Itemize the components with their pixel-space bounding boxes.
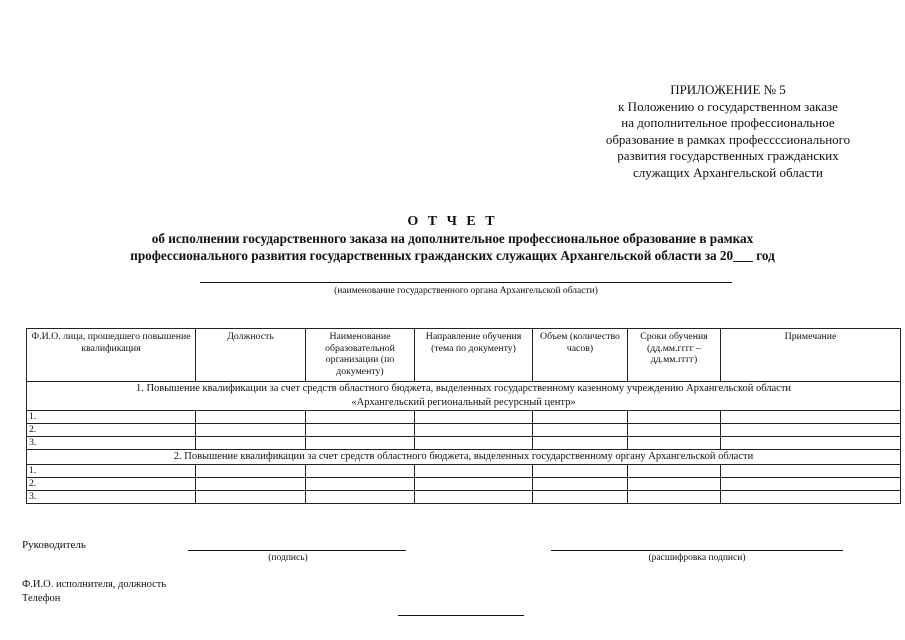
section-heading-line: «Архангельский региональный ресурсный центр» (351, 397, 576, 408)
table-header-row (27, 329, 901, 382)
head-label: Руководитель (22, 539, 86, 551)
executor-label: Ф.И.О. исполнителя, должность (22, 579, 167, 590)
org-name-caption: (наименование государственного органа Архангельской области) (334, 286, 598, 296)
table-cell (533, 424, 628, 437)
table-row (27, 465, 901, 478)
table-cell (628, 411, 721, 424)
appendix-line: на дополнительное профессиональное (621, 115, 835, 130)
decoding-caption: (расшифровка подписи) (648, 553, 746, 563)
report-title: О Т Ч Е Т (407, 214, 498, 229)
table-cell (306, 424, 415, 437)
table-cell (306, 411, 415, 424)
table-cell (415, 491, 533, 504)
table-cell (533, 478, 628, 491)
table-row (27, 424, 901, 437)
table-cell (721, 437, 901, 450)
row-number: 3. (27, 437, 196, 450)
appendix-block (560, 82, 896, 181)
table-cell (628, 491, 721, 504)
table-cell (533, 437, 628, 450)
table-cell (306, 478, 415, 491)
table-cell (533, 491, 628, 504)
column-header-volume: Объем (количество часов) (533, 329, 628, 382)
table-cell (196, 437, 306, 450)
report-subtitle-line: об исполнении государственного заказа на дополнительное профессиональное образование в рамках (151, 231, 754, 246)
section-heading (27, 382, 901, 411)
table-cell (628, 424, 721, 437)
table-row (27, 411, 901, 424)
appendix-line: образование в рамках профессссионального (605, 131, 851, 147)
row-number: 2. (27, 478, 196, 491)
table-row (27, 491, 901, 504)
table-cell (415, 424, 533, 437)
table-cell (415, 411, 533, 424)
row-number: 3. (27, 491, 196, 504)
table-cell (628, 437, 721, 450)
table-cell (306, 465, 415, 478)
row-number: 1. (27, 465, 196, 478)
table-cell (721, 465, 901, 478)
column-header-name: Ф.И.О. лица, прошедшего повышение квалификация (27, 329, 196, 382)
section-row (27, 450, 901, 465)
appendix-line: ПРИЛОЖЕНИЕ № 5 (670, 82, 786, 97)
signature-caption: (подпись) (268, 553, 308, 563)
column-header-terms: Сроки обучения (дд.мм.гггг – дд.мм.гггг) (628, 329, 721, 382)
table-cell (721, 411, 901, 424)
table-cell (306, 437, 415, 450)
phone-label: Телефон (22, 593, 61, 604)
org-name-line (200, 282, 732, 283)
table-row (27, 437, 901, 450)
table-cell (415, 437, 533, 450)
column-header-note: Примечание (721, 329, 901, 382)
table-cell (196, 478, 306, 491)
column-header-position: Должность (196, 329, 306, 382)
section-heading-line: 1. Повышение квалификации за счет средств областного бюджета, выделенных государственному казенному учреждению Архангельской области (135, 383, 792, 394)
table-cell (721, 424, 901, 437)
column-header-direction: Направление обучения (тема по документу) (415, 329, 533, 382)
table-cell (196, 411, 306, 424)
table-cell (628, 465, 721, 478)
table-cell (721, 491, 901, 504)
table-cell (196, 491, 306, 504)
decoding-line (551, 550, 843, 551)
table-cell (415, 465, 533, 478)
appendix-line: развития государственных гражданских (617, 148, 839, 163)
table-cell (721, 478, 901, 491)
appendix-line: служащих Архангельской области (633, 164, 823, 180)
table-cell (628, 478, 721, 491)
row-number: 2. (27, 424, 196, 437)
appendix-line: к Положению о государственном заказе (618, 98, 838, 114)
report-table (26, 328, 901, 504)
row-number: 1. (27, 411, 196, 424)
table-cell (196, 465, 306, 478)
phone-line (398, 615, 524, 616)
table-row (27, 478, 901, 491)
table-cell (533, 411, 628, 424)
section-heading: 2. Повышение квалификации за счет средств областного бюджета, выделенных государственному органу Архангельской области (27, 450, 901, 465)
table-cell (533, 465, 628, 478)
table-cell (196, 424, 306, 437)
signature-line (188, 550, 406, 551)
column-header-organization: Наименование образовательной организации (по документу) (306, 329, 415, 382)
report-title-block (0, 214, 905, 264)
table-cell (415, 478, 533, 491)
table-cell (306, 491, 415, 504)
report-subtitle-line: профессионального развития государственных гражданских служащих Архангельской области за 20___ год (130, 248, 775, 263)
section-row (27, 382, 901, 411)
